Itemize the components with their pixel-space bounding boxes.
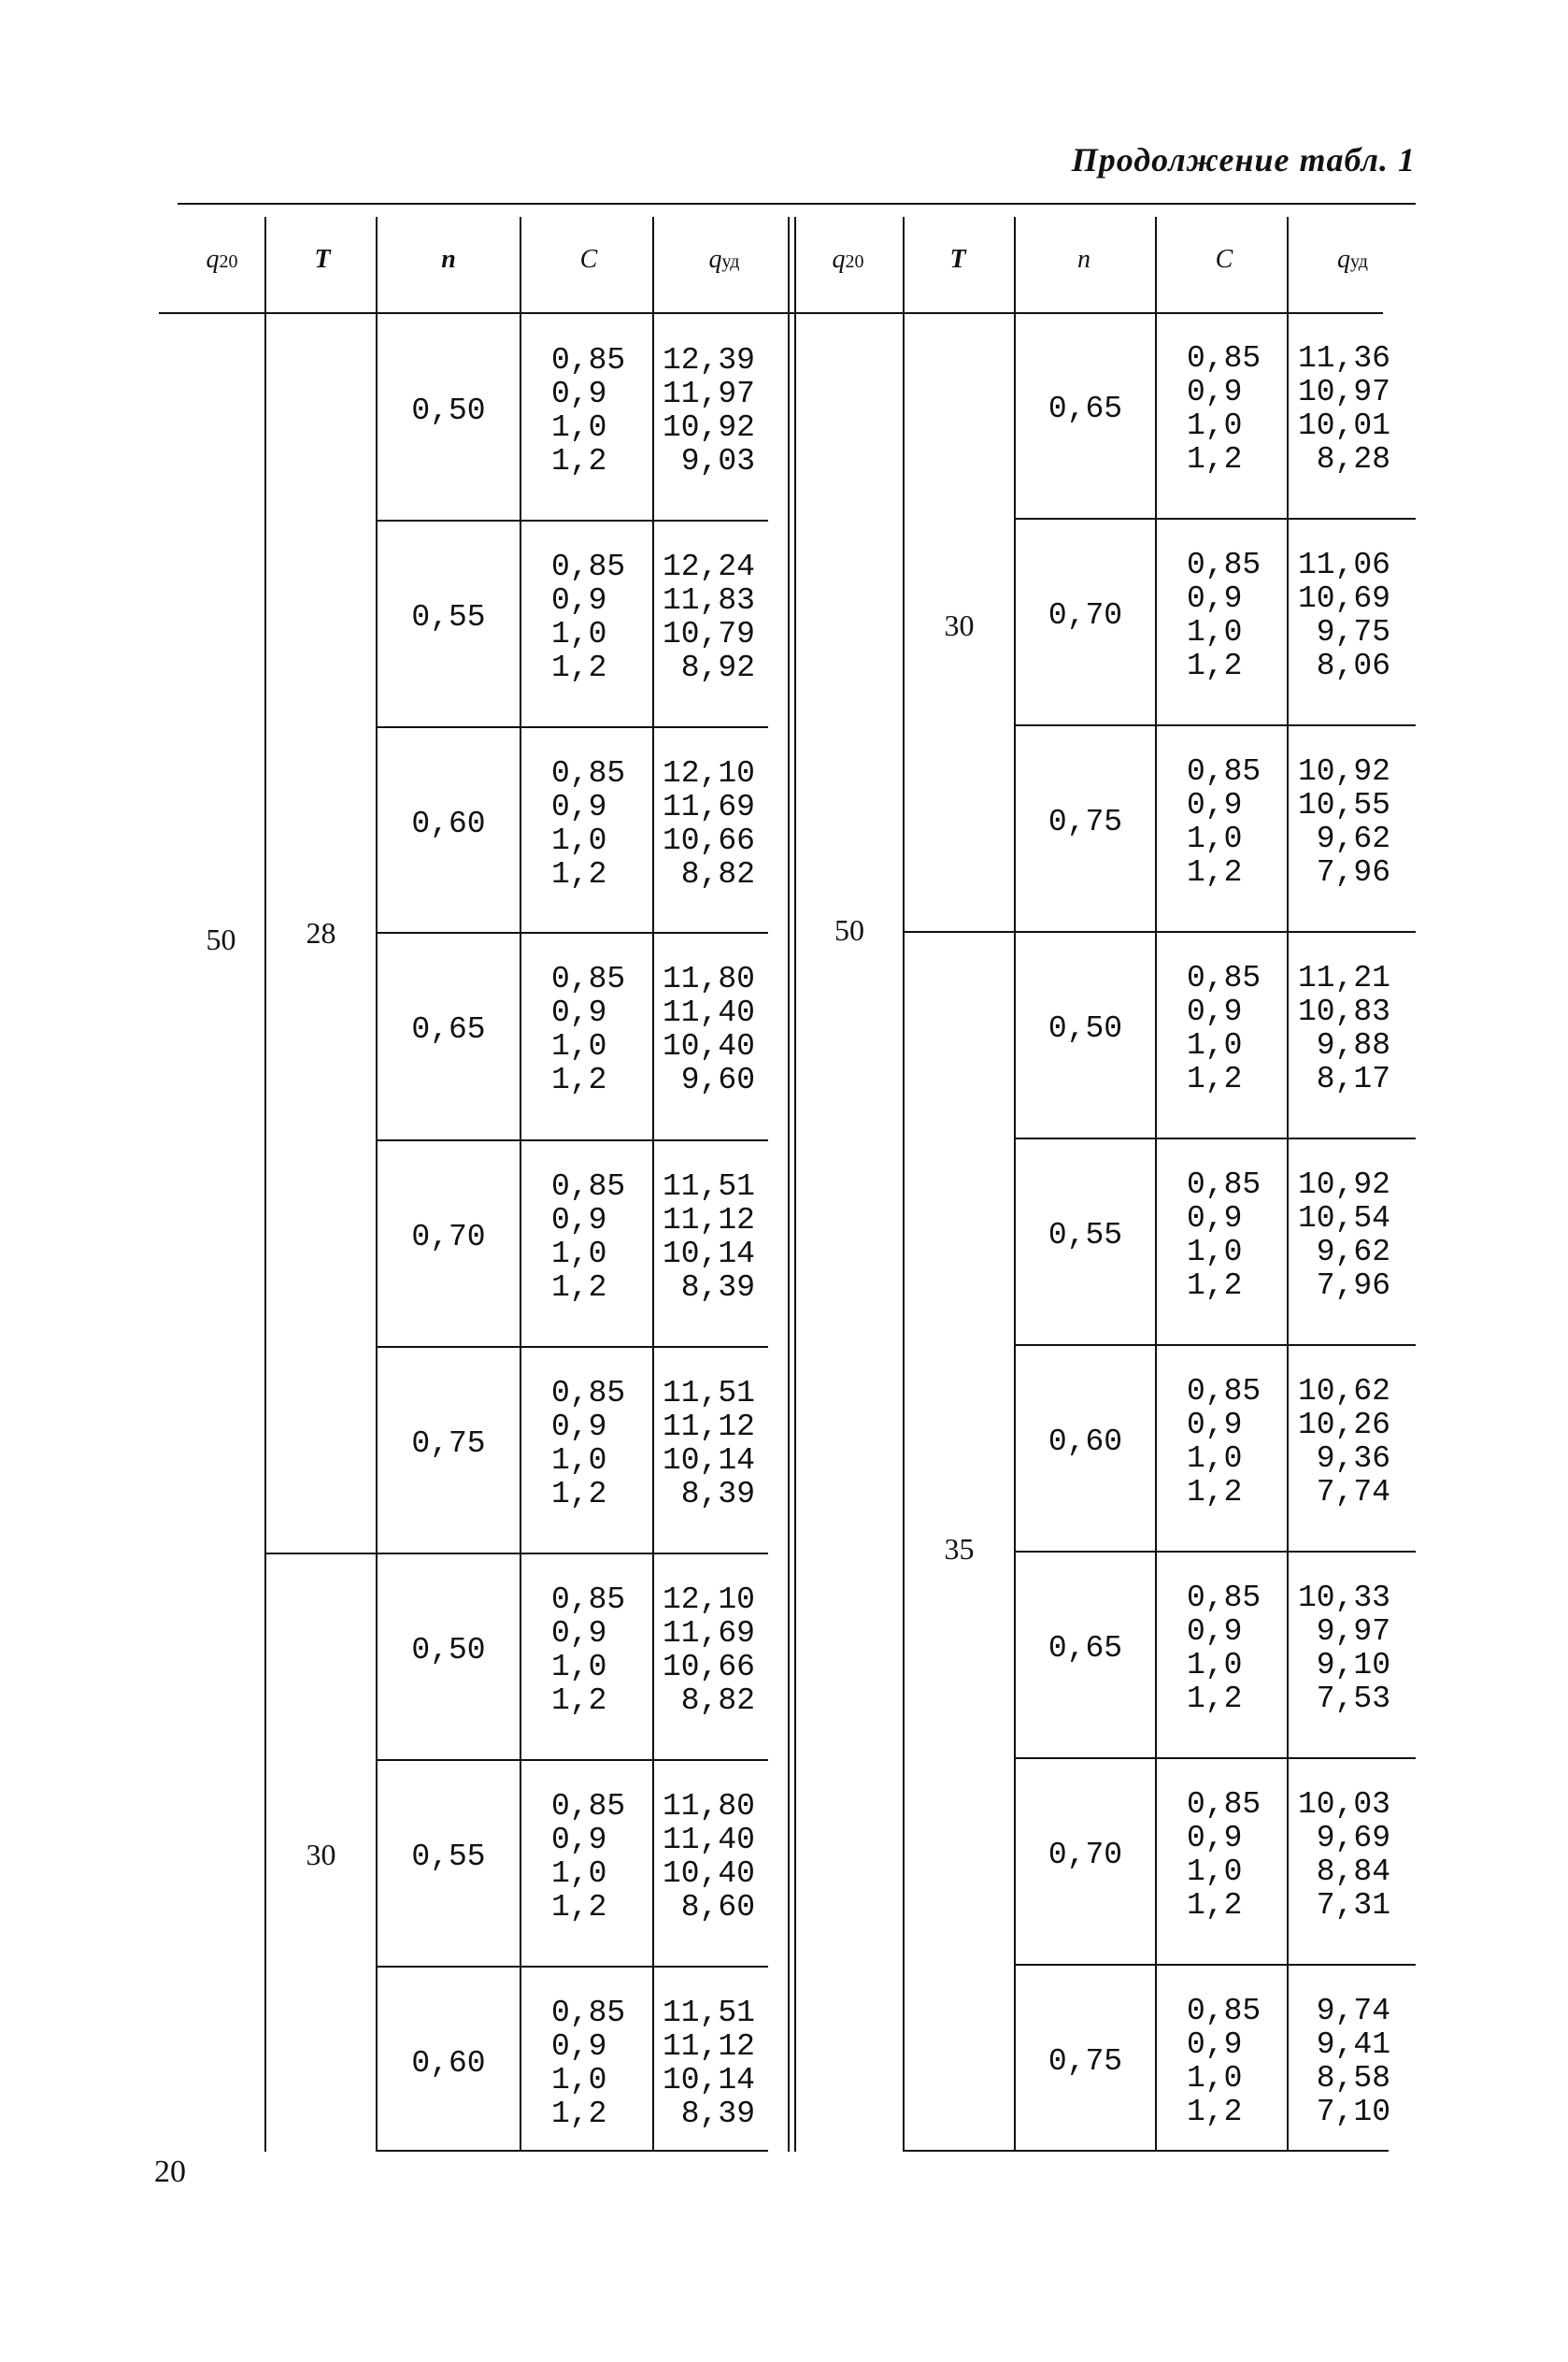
q-value: 7,96	[1316, 1268, 1390, 1303]
q-value: 11,21	[1297, 961, 1390, 995]
c-values	[551, 1583, 625, 1718]
T-value-left-group1: 28	[306, 916, 336, 950]
q-values	[654, 1170, 755, 1305]
c-value: 1,2	[551, 444, 607, 479]
n-value: 0,75	[1048, 2044, 1123, 2079]
c-values	[1187, 1168, 1261, 1303]
center-double-rule	[788, 217, 790, 2152]
row-rule	[1014, 518, 1416, 520]
col-rule	[1287, 217, 1289, 2152]
c-value: 0,85	[1187, 1581, 1262, 1615]
c-value: 0,85	[551, 756, 626, 791]
q-value: 10,69	[1297, 581, 1390, 616]
c-value: 0,9	[1187, 995, 1243, 1029]
c-value: 1,0	[1187, 615, 1243, 650]
q-value: 8,06	[1316, 649, 1390, 683]
c-value: 1,2	[551, 1063, 607, 1097]
q-value: 11,69	[662, 1616, 755, 1651]
c-value: 1,0	[551, 1029, 607, 1064]
q-value: 7,31	[1316, 1888, 1390, 1923]
row-rule	[1014, 724, 1416, 726]
header-n-right: n	[1077, 245, 1090, 274]
c-value: 1,0	[551, 1856, 607, 1891]
group-rule	[264, 1553, 768, 1554]
q-values	[654, 963, 755, 1097]
q-values	[654, 1583, 755, 1718]
q20-value-right: 50	[834, 913, 864, 947]
n-value: 0,60	[411, 2046, 486, 2081]
c-value: 0,9	[1187, 581, 1243, 616]
header-q-left	[654, 245, 794, 275]
q-values	[1290, 1582, 1390, 1716]
header-q20-symbol: q	[832, 245, 846, 274]
c-value: 0,85	[551, 1996, 626, 2030]
q-values	[1290, 1788, 1390, 1923]
c-value: 1,0	[551, 1443, 607, 1478]
header-T-right: T	[949, 245, 966, 274]
q-value: 9,10	[1316, 1648, 1390, 1682]
c-value: 1,2	[551, 1270, 607, 1305]
col-rule	[1155, 217, 1157, 2152]
c-value: 1,2	[551, 857, 607, 892]
c-value: 0,85	[1187, 754, 1262, 789]
c-value: 0,9	[551, 1823, 607, 1857]
q-value: 11,51	[662, 1376, 755, 1410]
c-value: 1,0	[551, 1237, 607, 1271]
c-values	[1187, 755, 1261, 890]
q-values	[654, 757, 755, 892]
n-value: 0,70	[411, 1220, 486, 1254]
row-rule	[376, 1346, 768, 1348]
c-values	[1187, 1995, 1261, 2129]
T-value-right-group1: 30	[944, 608, 975, 642]
q-values	[1290, 962, 1390, 1096]
q-values	[654, 551, 755, 685]
c-value: 1,2	[1187, 1682, 1243, 1716]
header-C-right: C	[1215, 245, 1233, 274]
q-value: 9,75	[1316, 615, 1390, 650]
q-value: 7,53	[1316, 1682, 1390, 1716]
c-value: 1,0	[1187, 408, 1243, 443]
row-rule	[376, 1966, 768, 1968]
n-value: 0,50	[1048, 1011, 1123, 1046]
q-value: 10,66	[662, 1650, 755, 1684]
header-q20-right	[794, 245, 902, 275]
row-rule	[1014, 1964, 1416, 1966]
c-value: 0,9	[551, 1203, 607, 1238]
q-values	[654, 1997, 755, 2131]
q-value: 9,97	[1316, 1614, 1390, 1649]
c-value: 0,85	[551, 962, 626, 996]
q-value: 10,92	[1297, 1167, 1390, 1202]
c-value: 0,9	[551, 583, 607, 618]
q-values	[654, 1377, 755, 1511]
header-q-symbol: q	[708, 245, 722, 274]
c-value: 0,85	[551, 550, 626, 584]
c-value: 1,2	[1187, 1475, 1243, 1510]
c-value: 0,85	[1187, 1374, 1262, 1409]
q-value: 11,40	[662, 995, 755, 1030]
header-q20-subscript: 20	[845, 251, 864, 272]
q-value: 10,54	[1297, 1201, 1390, 1236]
q-value: 8,17	[1316, 1062, 1390, 1096]
c-value: 1,2	[551, 2097, 607, 2131]
q-value: 10,97	[1297, 375, 1390, 409]
c-value: 1,0	[551, 1650, 607, 1684]
row-rule	[376, 932, 768, 934]
row-rule	[376, 1759, 768, 1761]
n-value: 0,55	[411, 600, 486, 635]
c-value: 1,2	[1187, 855, 1243, 890]
q-value: 10,14	[662, 1443, 755, 1478]
table-bottom-rule	[376, 2150, 768, 2152]
q-value: 11,12	[662, 1410, 755, 1444]
c-values	[1187, 1375, 1261, 1510]
n-value: 0,50	[411, 394, 486, 428]
c-value: 1,2	[551, 651, 607, 685]
c-value: 0,9	[551, 790, 607, 824]
c-value: 0,9	[551, 995, 607, 1030]
q-value: 10,55	[1297, 788, 1390, 823]
q-value: 11,80	[662, 962, 755, 996]
q-values	[1290, 1995, 1390, 2129]
row-rule	[1014, 1757, 1416, 1759]
c-value: 0,9	[551, 377, 607, 411]
n-value: 0,55	[1048, 1218, 1123, 1253]
c-value: 1,0	[1187, 2061, 1243, 2096]
c-value: 1,2	[1187, 1062, 1243, 1096]
q-value: 9,60	[680, 1063, 755, 1097]
q-value: 8,39	[680, 1477, 755, 1511]
c-value: 0,9	[1187, 1201, 1243, 1236]
header-q-subscript: уд	[1350, 251, 1368, 272]
header-q-subscript: уд	[721, 251, 740, 272]
T-value-right-group2: 35	[944, 1532, 975, 1566]
c-values	[551, 757, 625, 892]
q20-value-left: 50	[206, 923, 236, 956]
c-value: 0,9	[551, 1410, 607, 1444]
q-values	[1290, 1168, 1390, 1303]
page-number: 20	[154, 2154, 186, 2189]
q-value: 11,83	[662, 583, 755, 618]
q-value: 9,41	[1316, 2027, 1390, 2062]
q-value: 8,84	[1316, 1854, 1390, 1889]
q-values	[654, 344, 755, 479]
q-value: 12,39	[662, 343, 755, 378]
c-value: 1,0	[1187, 822, 1243, 856]
c-value: 0,9	[551, 2029, 607, 2064]
page-title: Продолжение табл. 1	[1071, 141, 1416, 179]
row-rule	[1014, 1551, 1416, 1553]
q-value: 7,10	[1316, 2095, 1390, 2129]
c-value: 1,0	[551, 823, 607, 858]
q-value: 10,26	[1297, 1408, 1390, 1442]
q-value: 10,92	[662, 410, 755, 445]
row-rule	[1014, 1344, 1416, 1346]
c-value: 1,0	[1187, 1028, 1243, 1063]
q-value: 11,36	[1297, 341, 1390, 376]
c-value: 0,9	[1187, 788, 1243, 823]
q-values	[1290, 1375, 1390, 1510]
q-value: 9,62	[1316, 822, 1390, 856]
q-value: 7,74	[1316, 1475, 1390, 1510]
q-value: 10,92	[1297, 754, 1390, 789]
c-value: 0,85	[551, 343, 626, 378]
q-values	[1290, 549, 1390, 683]
header-q-right	[1290, 245, 1416, 275]
header-q20-symbol: q	[206, 245, 220, 274]
c-value: 0,85	[551, 1789, 626, 1824]
n-value: 0,60	[1048, 1424, 1123, 1459]
c-value: 1,0	[1187, 1235, 1243, 1269]
row-rule	[376, 520, 768, 522]
q-value: 10,40	[662, 1029, 755, 1064]
n-value: 0,70	[1048, 1838, 1123, 1872]
T-value-left-group2: 30	[306, 1838, 336, 1871]
q-value: 10,79	[662, 617, 755, 651]
c-value: 0,85	[1187, 1167, 1262, 1202]
center-double-rule	[794, 217, 796, 2152]
c-value: 0,9	[1187, 1821, 1243, 1855]
q-values	[1290, 342, 1390, 477]
n-value: 0,65	[1048, 392, 1123, 426]
c-values	[551, 551, 625, 685]
q-value: 7,96	[1316, 855, 1390, 890]
c-value: 0,85	[1187, 1787, 1262, 1822]
q-value: 12,10	[662, 1582, 755, 1617]
c-value: 1,2	[551, 1477, 607, 1511]
header-q20-subscript: 20	[219, 251, 238, 272]
q-value: 8,92	[680, 651, 755, 685]
q-value: 9,69	[1316, 1821, 1390, 1855]
row-rule	[376, 1139, 768, 1141]
c-values	[1187, 962, 1261, 1096]
q-value: 11,51	[662, 1169, 755, 1204]
q-value: 8,39	[680, 1270, 755, 1305]
q-value: 8,60	[680, 1890, 755, 1925]
n-value: 0,50	[411, 1633, 486, 1668]
row-rule	[376, 726, 768, 728]
q-value: 8,82	[680, 1683, 755, 1718]
row-rule	[1014, 1138, 1416, 1139]
c-value: 0,9	[1187, 2027, 1243, 2062]
c-values	[551, 963, 625, 1097]
c-value: 0,85	[1187, 548, 1262, 582]
q-value: 10,83	[1297, 995, 1390, 1029]
q-value: 10,03	[1297, 1787, 1390, 1822]
q-value: 9,88	[1316, 1028, 1390, 1063]
q-value: 11,97	[662, 377, 755, 411]
c-value: 0,85	[1187, 341, 1262, 376]
q-value: 9,03	[680, 444, 755, 479]
q-value: 11,12	[662, 2029, 755, 2064]
n-value: 0,65	[1048, 1631, 1123, 1666]
group-rule	[903, 931, 1416, 933]
c-value: 1,0	[551, 617, 607, 651]
c-value: 0,85	[551, 1169, 626, 1204]
c-value: 1,2	[1187, 2095, 1243, 2129]
q-values	[654, 1790, 755, 1925]
c-values	[551, 1377, 625, 1511]
c-value: 1,2	[551, 1890, 607, 1925]
n-value: 0,75	[411, 1426, 486, 1461]
c-value: 1,2	[1187, 1268, 1243, 1303]
c-value: 1,0	[551, 410, 607, 445]
q-value: 9,36	[1316, 1441, 1390, 1476]
q-value: 10,62	[1297, 1374, 1390, 1409]
q-value: 12,10	[662, 756, 755, 791]
c-value: 1,0	[1187, 1441, 1243, 1476]
q-value: 8,28	[1316, 442, 1390, 477]
header-q20-left	[178, 245, 266, 275]
n-value: 0,65	[411, 1012, 486, 1047]
q-value: 11,80	[662, 1789, 755, 1824]
table-bottom-rule	[903, 2150, 1389, 2152]
table-header-bottom-rule	[159, 312, 1383, 314]
c-value: 1,0	[551, 2063, 607, 2097]
c-values	[551, 1790, 625, 1925]
q-value: 10,01	[1297, 408, 1390, 443]
q-value: 10,66	[662, 823, 755, 858]
q-value: 8,82	[680, 857, 755, 892]
c-value: 0,9	[1187, 1408, 1243, 1442]
q-value: 10,33	[1297, 1581, 1390, 1615]
table-top-rule	[178, 203, 1416, 205]
c-values	[551, 1170, 625, 1305]
c-value: 0,85	[1187, 961, 1262, 995]
c-values	[551, 344, 625, 479]
header-n-left: n	[441, 245, 456, 274]
c-value: 0,9	[1187, 375, 1243, 409]
header-T-left: T	[314, 245, 331, 274]
c-values	[1187, 549, 1261, 683]
c-value: 0,85	[551, 1376, 626, 1410]
header-q-symbol: q	[1337, 245, 1351, 274]
n-value: 0,55	[411, 1839, 486, 1874]
q-value: 11,40	[662, 1823, 755, 1857]
c-values	[551, 1997, 625, 2131]
q-value: 11,06	[1297, 548, 1390, 582]
q-value: 8,58	[1316, 2061, 1390, 2096]
c-value: 0,9	[1187, 1614, 1243, 1649]
q-value: 10,14	[662, 1237, 755, 1271]
q-value: 9,74	[1316, 1994, 1390, 2028]
q-values	[1290, 755, 1390, 890]
n-value: 0,75	[1048, 805, 1123, 839]
n-value: 0,70	[1048, 598, 1123, 633]
c-value: 1,2	[1187, 1888, 1243, 1923]
q-value: 10,14	[662, 2063, 755, 2097]
c-values	[1187, 1788, 1261, 1923]
q-value: 10,40	[662, 1856, 755, 1891]
c-values	[1187, 342, 1261, 477]
c-value: 1,0	[1187, 1648, 1243, 1682]
c-value: 1,2	[1187, 649, 1243, 683]
c-value: 0,85	[551, 1582, 626, 1617]
q-value: 11,69	[662, 790, 755, 824]
q-value: 11,12	[662, 1203, 755, 1238]
c-value: 1,2	[551, 1683, 607, 1718]
col-rule	[903, 217, 905, 2152]
c-value: 0,9	[551, 1616, 607, 1651]
c-value: 1,0	[1187, 1854, 1243, 1889]
col-rule	[520, 217, 521, 2152]
c-value: 0,85	[1187, 1994, 1262, 2028]
q-value: 11,51	[662, 1996, 755, 2030]
c-values	[1187, 1582, 1261, 1716]
q-value: 8,39	[680, 2097, 755, 2131]
header-C-left: C	[579, 245, 598, 274]
n-value: 0,60	[411, 807, 486, 841]
c-value: 1,2	[1187, 442, 1243, 477]
q-value: 12,24	[662, 550, 755, 584]
q-value: 9,62	[1316, 1235, 1390, 1269]
